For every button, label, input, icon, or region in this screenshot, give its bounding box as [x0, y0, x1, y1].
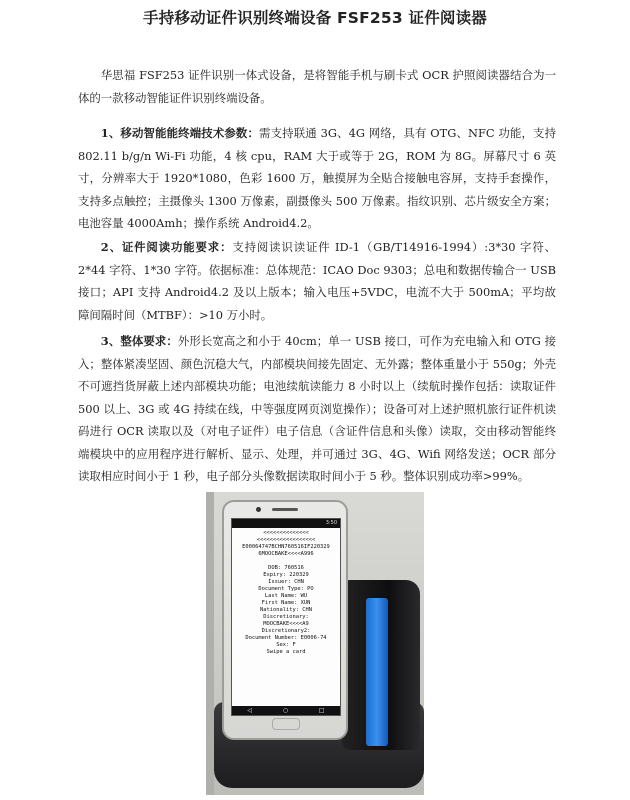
recents-icon: □ [318, 707, 325, 714]
phone-screen [231, 518, 341, 716]
screen-line: Issuer: CHN [268, 579, 304, 585]
home-button [272, 718, 300, 730]
section-3-heading: 3、整体要求： [100, 334, 178, 348]
phone-nav-bar [232, 706, 340, 715]
screen-line: Document Number: E0006-74 [245, 635, 327, 641]
screen-line: Discretionary: [263, 614, 309, 620]
screen-line: MOOCBAKE<<<<A9 [263, 621, 309, 627]
section-2-body: 支持阅读识读证件 ID-1（GB/T14916-1994）:3*30 字符、2*44 字符、1*30 字符。依据标准：总体规范：ICAO Doc 9303；总电和数据传输合一 USB 接口；API 支持 Android4.2 及以上版本；输入电压+5VDC，电流不大于 500mA；平均故障间隔时间（MTBF）：>10 万小时。 [78, 240, 556, 322]
section-3 [78, 330, 556, 488]
document-title: 手持移动证件识别终端设备 FSF253 证件阅读器 [143, 9, 487, 27]
screen-line: Swipe a card [266, 649, 306, 655]
section-2 [78, 236, 556, 326]
screen-line: DOB: 760516 [268, 565, 304, 571]
front-camera-icon [256, 507, 261, 512]
section-1-body: 需支持联通 3G、4G 网络，具有 OTG、NFC 功能，支持 802.11 b/g/n Wi-Fi 功能，4 核 cpu，RAM 大于或等于 2G，ROM 为 8G。屏幕尺寸 6 英寸，分辨率大于 1920*1080，色彩 1600 万，触摸屏为全贴合接触电容屏，支持手套操作，支持多点触控；主摄像头 1300 万像素，副摄像头 500 万像素。指纹识别、芯片级安全方案；电池容量 4000Amh；操作系统 Android4.2。 [78, 126, 556, 230]
screen-line [232, 558, 340, 565]
screen-line: First Name: XUN [261, 600, 311, 606]
speaker-grille [272, 508, 298, 511]
screen-line: Discretionary2: [261, 628, 311, 634]
intro-paragraph: 华思福 FSF253 证件识别一体式设备，是将智能手机与刷卡式 OCR 护照阅读器结合为一体的一款移动智能证件识别终端设备。 [78, 68, 556, 105]
screen-line: Expiry: 220329 [263, 572, 309, 578]
section-1 [78, 122, 556, 235]
screen-line: Last Name: WU [264, 593, 308, 599]
screen-line: <<<<<<<<<<<<<< [263, 530, 309, 536]
card-reader [342, 580, 420, 750]
device-photo [206, 492, 424, 795]
screen-line: E00064747BCHN760516IF220329 [242, 544, 330, 550]
screen-line: 6MOOCBAKE<<<<A996 [258, 551, 314, 557]
screen-line: <<<<<<<<<<<<<<<<<< [256, 537, 316, 543]
phone-status-bar: 3:50 [232, 519, 340, 528]
photo-shadow [206, 492, 214, 795]
screen-line: Sex: F [276, 642, 296, 648]
section-1-heading: 1、移动智能能终端技术参数： [100, 126, 260, 140]
phone [222, 500, 348, 740]
screen-line: Nationality: CHN [260, 607, 312, 613]
mrz-readout [232, 528, 340, 656]
home-icon: ○ [282, 707, 289, 714]
back-icon: ◁ [247, 707, 253, 714]
section-2-heading: 2、证件阅读功能要求： [100, 240, 233, 254]
screen-line: Document Type: PO [258, 586, 314, 592]
section-3-body: 外形长宽高之和小于 40cm；单一 USB 接口，可作为充电输入和 OTG 接入；整体紧凑坚固、颜色沉稳大气，内部模块间接先固定、无外露；整体重量小于 550g；外壳不可遮挡货屏蔽上述内部模块功能；电池续航读能力 8 小时以上（续航时操作包括：读取证件 500 以上、3G 或 4G 持续在线，中等强度网页浏览操作）；设备可对上述护照机旅行证件机读码进行 OCR 读取以及（对电子证件）电子信息（含证件信息和头像）读取，交由移动智能终端模块中的应用程序进行解析、显示、处理，并可通过 3G、4G、Wifi 网络发送；OCR 部分读取相应时间小于 1 秒，电子部分头像数据读取时间小于 5 秒。整体识别成功率>99%。 [78, 334, 556, 483]
card-slot [366, 598, 388, 746]
